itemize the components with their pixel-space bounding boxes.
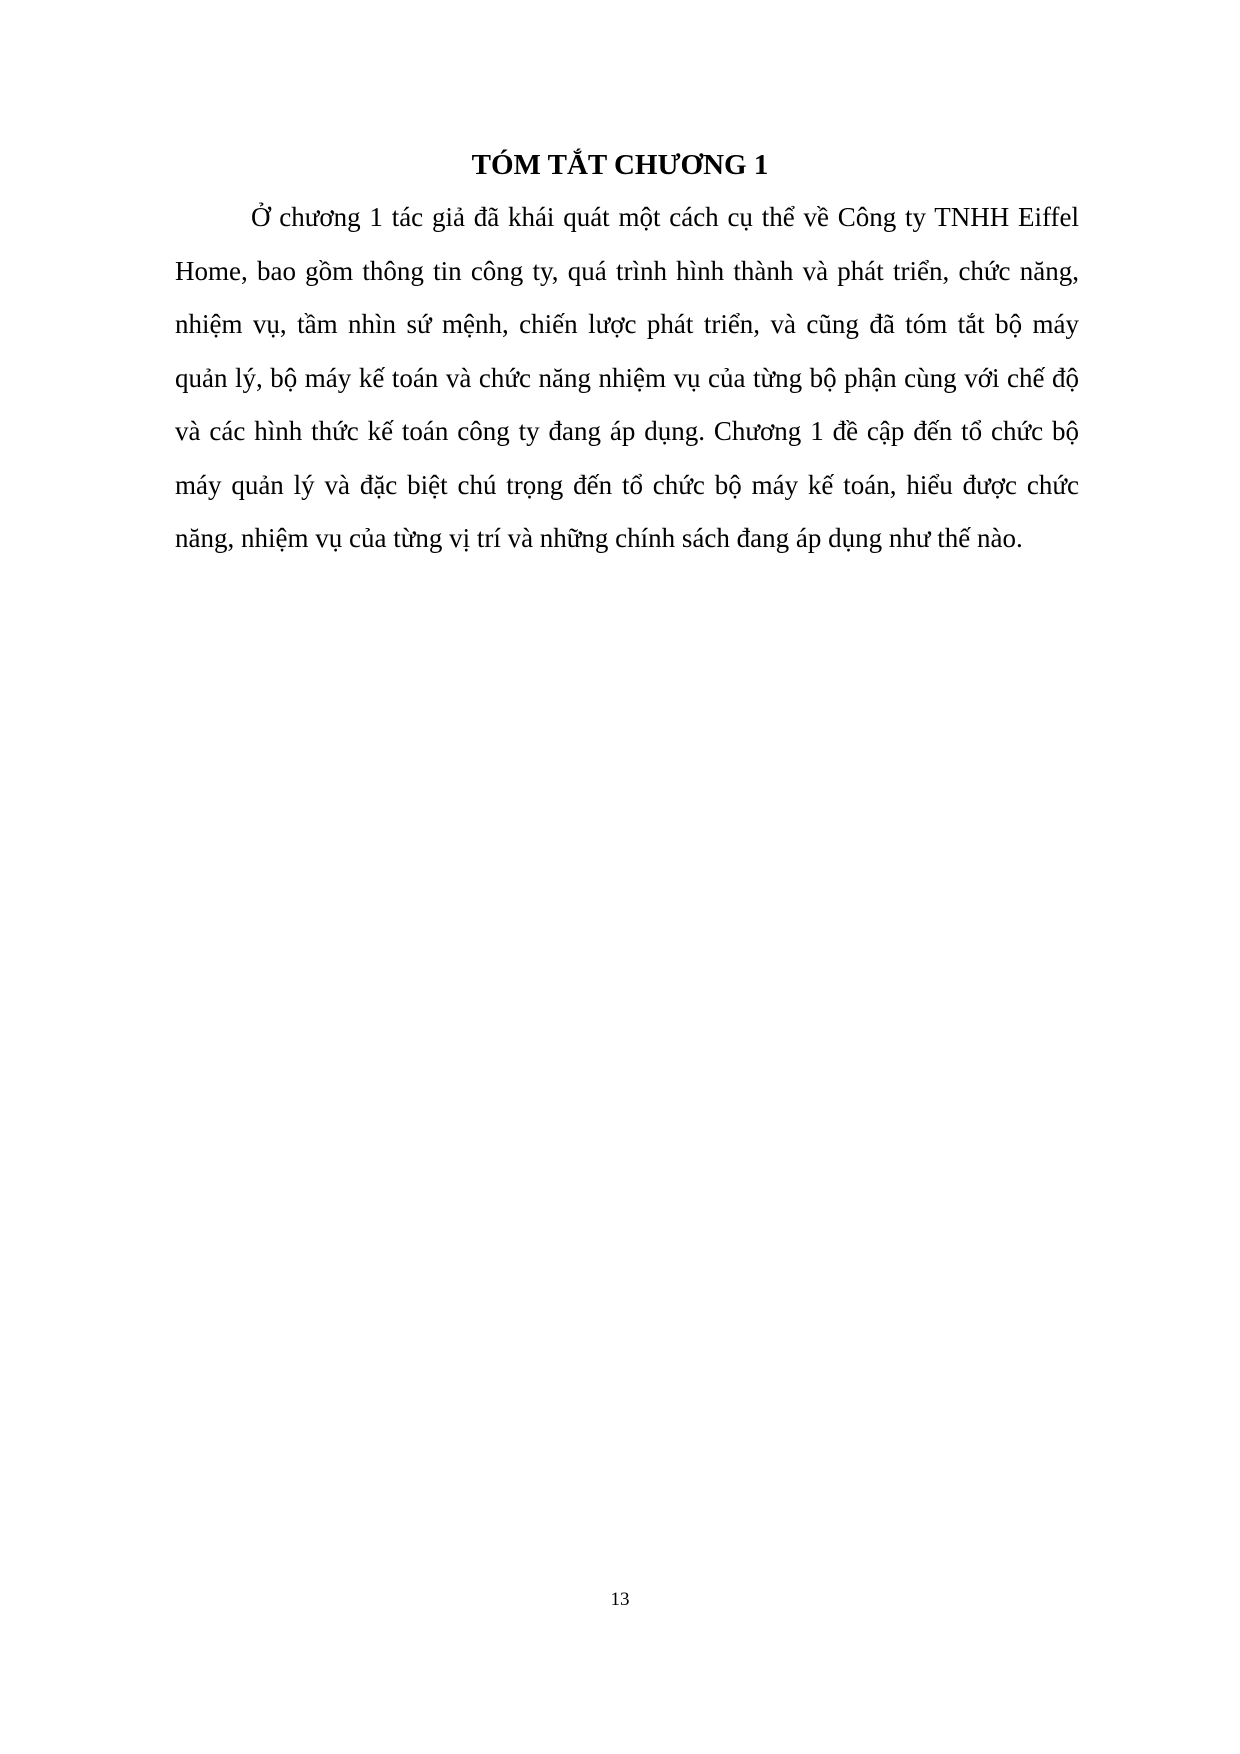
summary-paragraph: Ở chương 1 tác giả đã khái quát một cách cụ thể về Công ty TNHH Eiffel Home, bao gồm thông tin công ty, quá trình hình thành và phát triển, chức năng, nhiệm vụ, tầm nhìn sứ mệnh, chiến lược phát triển, và cũng đã tóm tắt bộ máy quản lý, bộ máy kế toán và chức năng nhiệm vụ của từng bộ phận cùng với chế độ và các hình thức kế toán công ty đang áp dụng. Chương 1 đề cập đến tổ chức bộ máy quản lý và đặc biệt chú trọng đến tổ chức bộ máy kế toán, hiểu được chức năng, nhiệm vụ của từng vị trí và những chính sách đang áp dụng như thế nào. (175, 202, 1079, 553)
chapter-summary-title: TÓM TẮT CHƯƠNG 1 (471, 149, 769, 181)
page-number: 13 (610, 1589, 630, 1610)
